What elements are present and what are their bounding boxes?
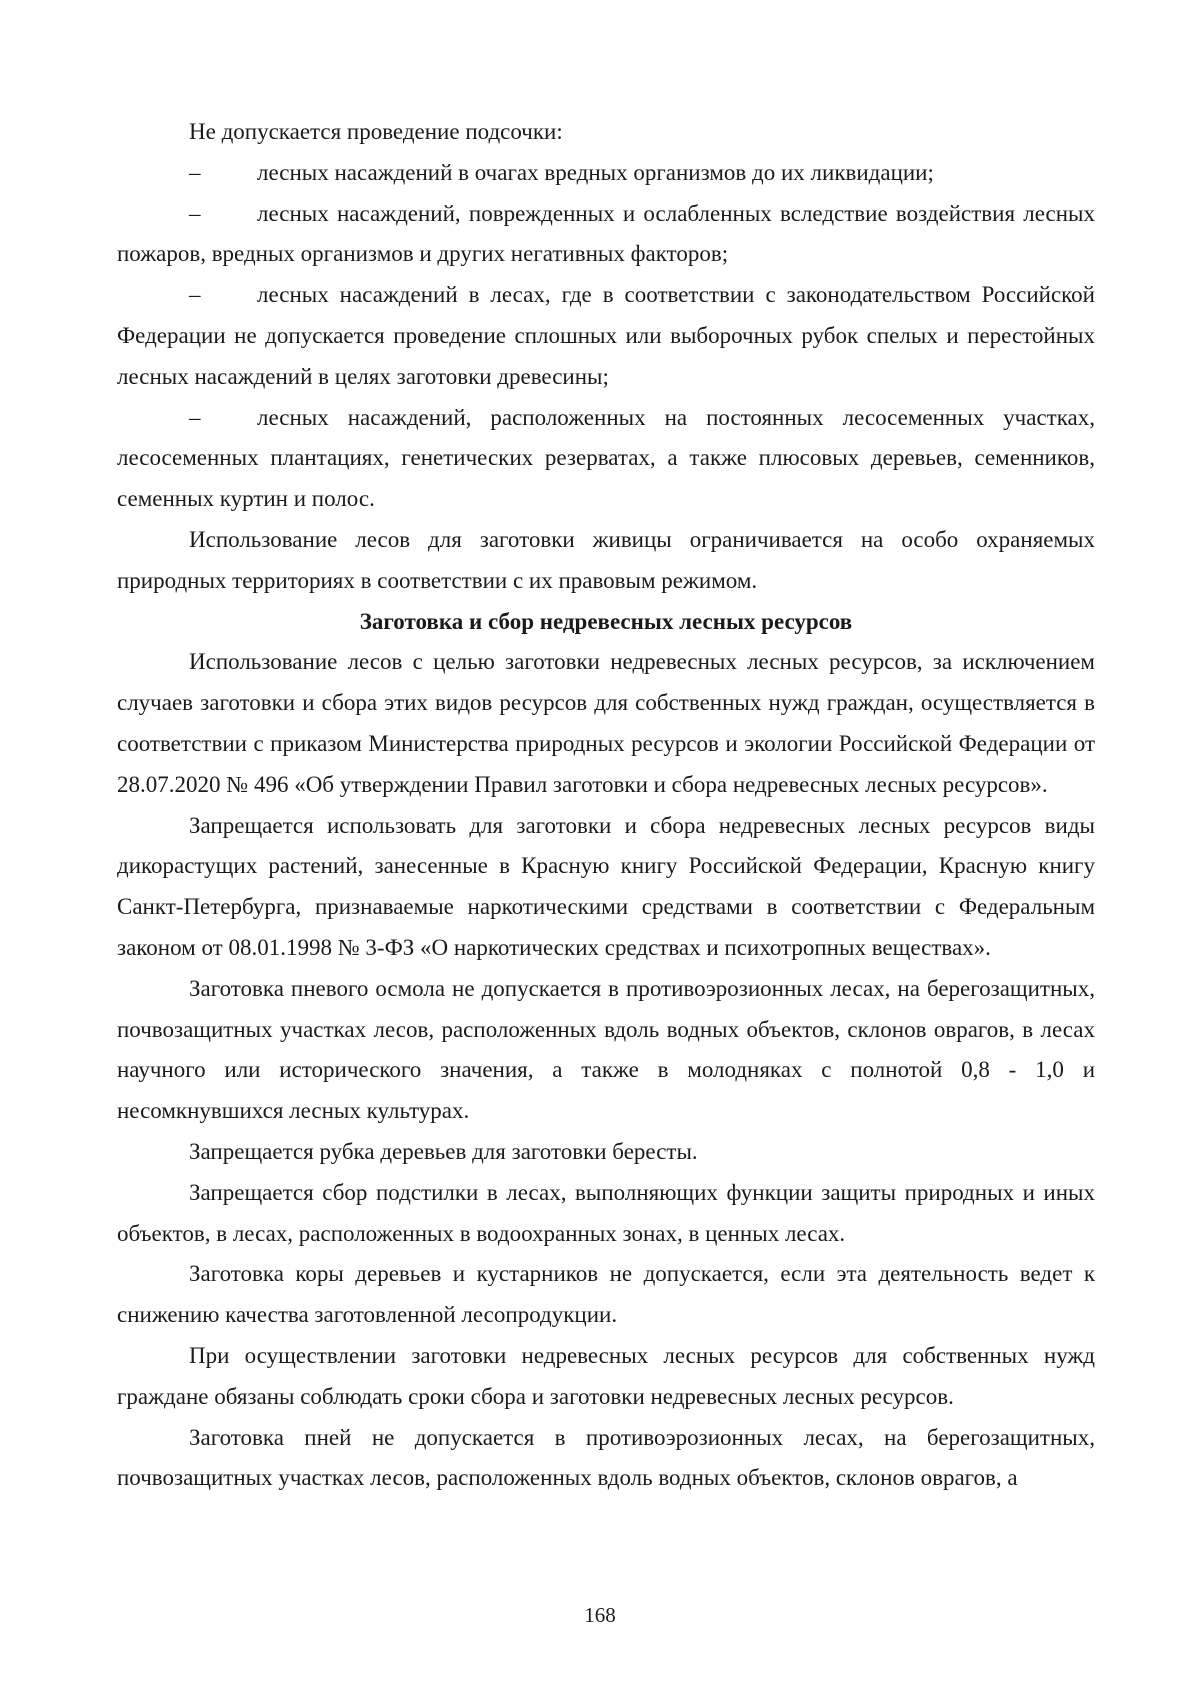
body-paragraph: Заготовка пневого осмола не допускается в противоэрозионных лесах, на берегозащитных, почвозащитных участках лесов, расположенных вдоль водных объектов, склонов оврагов, в лесах научного или исторического значения, а также в молодняках с полнотой 0,8 - 1,0 и несомкнувшихся лесных культурах. bbox=[117, 975, 1095, 1124]
list-item-text: лесных насаждений, расположенных на постоянных лесосеменных участках, лесосеменных плантациях, генетических резерватах, а также плюсовых деревьев, семенников, семенных куртин и полос. bbox=[117, 404, 1095, 512]
list-dash: – bbox=[189, 404, 201, 430]
page-number: 168 bbox=[584, 1603, 616, 1627]
list-dash: – bbox=[189, 282, 201, 308]
body-paragraph: Запрещается рубка деревьев для заготовки бересты. bbox=[189, 1138, 698, 1164]
list-item bbox=[117, 194, 1095, 276]
document-page bbox=[117, 112, 1095, 1499]
body-paragraph: Использование лесов с целью заготовки недревесных лесных ресурсов, за исключением случаев заготовки и сбора этих видов ресурсов для собственных нужд граждан, осуществляется в соответствии с приказом Министерства природных ресурсов и экологии Российской Федерации от 28.07.2020 № 496 «Об утверждении Правил заготовки и сбора недревесных лесных ресурсов». bbox=[117, 649, 1095, 797]
list-dash: – bbox=[189, 200, 201, 226]
resin-paragraph: Использование лесов для заготовки живицы ограничивается на особо охраняемых природных территориях в соответствии с их правовым режимом. bbox=[117, 526, 1095, 593]
list-item-text: лесных насаждений в лесах, где в соответствии с законодательством Российской Федерации не допускается проведение сплошных или выборочных рубок спелых и перестойных лесных насаждений в целях заготовки древесины; bbox=[117, 282, 1095, 389]
body-paragraph: Заготовка коры деревьев и кустарников не допускается, если эта деятельность ведет к снижению качества заготовленной лесопродукции. bbox=[117, 1261, 1095, 1328]
body-paragraph: При осуществлении заготовки недревесных лесных ресурсов для собственных нужд граждане обязаны соблюдать сроки сбора и заготовки недревесных лесных ресурсов. bbox=[117, 1342, 1095, 1409]
list-item bbox=[117, 153, 1095, 194]
body-paragraph: Запрещается сбор подстилки в лесах, выполняющих функции защиты природных и иных объектов, в лесах, расположенных в водоохранных зонах, в ценных лесах. bbox=[117, 1179, 1095, 1246]
list-item-text: лесных насаждений, поврежденных и ослабленных вследствие воздействия лесных пожаров, вредных организмов и других негативных факторов; bbox=[117, 200, 1095, 267]
body-paragraph: Запрещается использовать для заготовки и сбора недревесных лесных ресурсов виды дикорастущих растений, занесенные в Красную книгу Российской Федерации, Красную книгу Санкт-Петербурга, признаваемые наркотическими средствами в соответствии с Федеральным законом от 08.01.1998 № 3-ФЗ «О наркотических средствах и психотропных веществах». bbox=[117, 812, 1095, 960]
list-item-text: лесных насаждений в очагах вредных организмов до их ликвидации; bbox=[257, 159, 934, 185]
body-paragraph: Заготовка пней не допускается в противоэрозионных лесах, на берегозащитных, почвозащитных участках лесов, расположенных вдоль водных объектов, склонов оврагов, а bbox=[117, 1424, 1095, 1491]
list-item bbox=[117, 398, 1095, 520]
list-item bbox=[117, 275, 1095, 397]
list-dash: – bbox=[189, 159, 201, 185]
section-heading: Заготовка и сбор недревесных лесных ресурсов bbox=[359, 608, 853, 634]
intro-paragraph: Не допускается проведение подсочки: bbox=[189, 119, 563, 144]
